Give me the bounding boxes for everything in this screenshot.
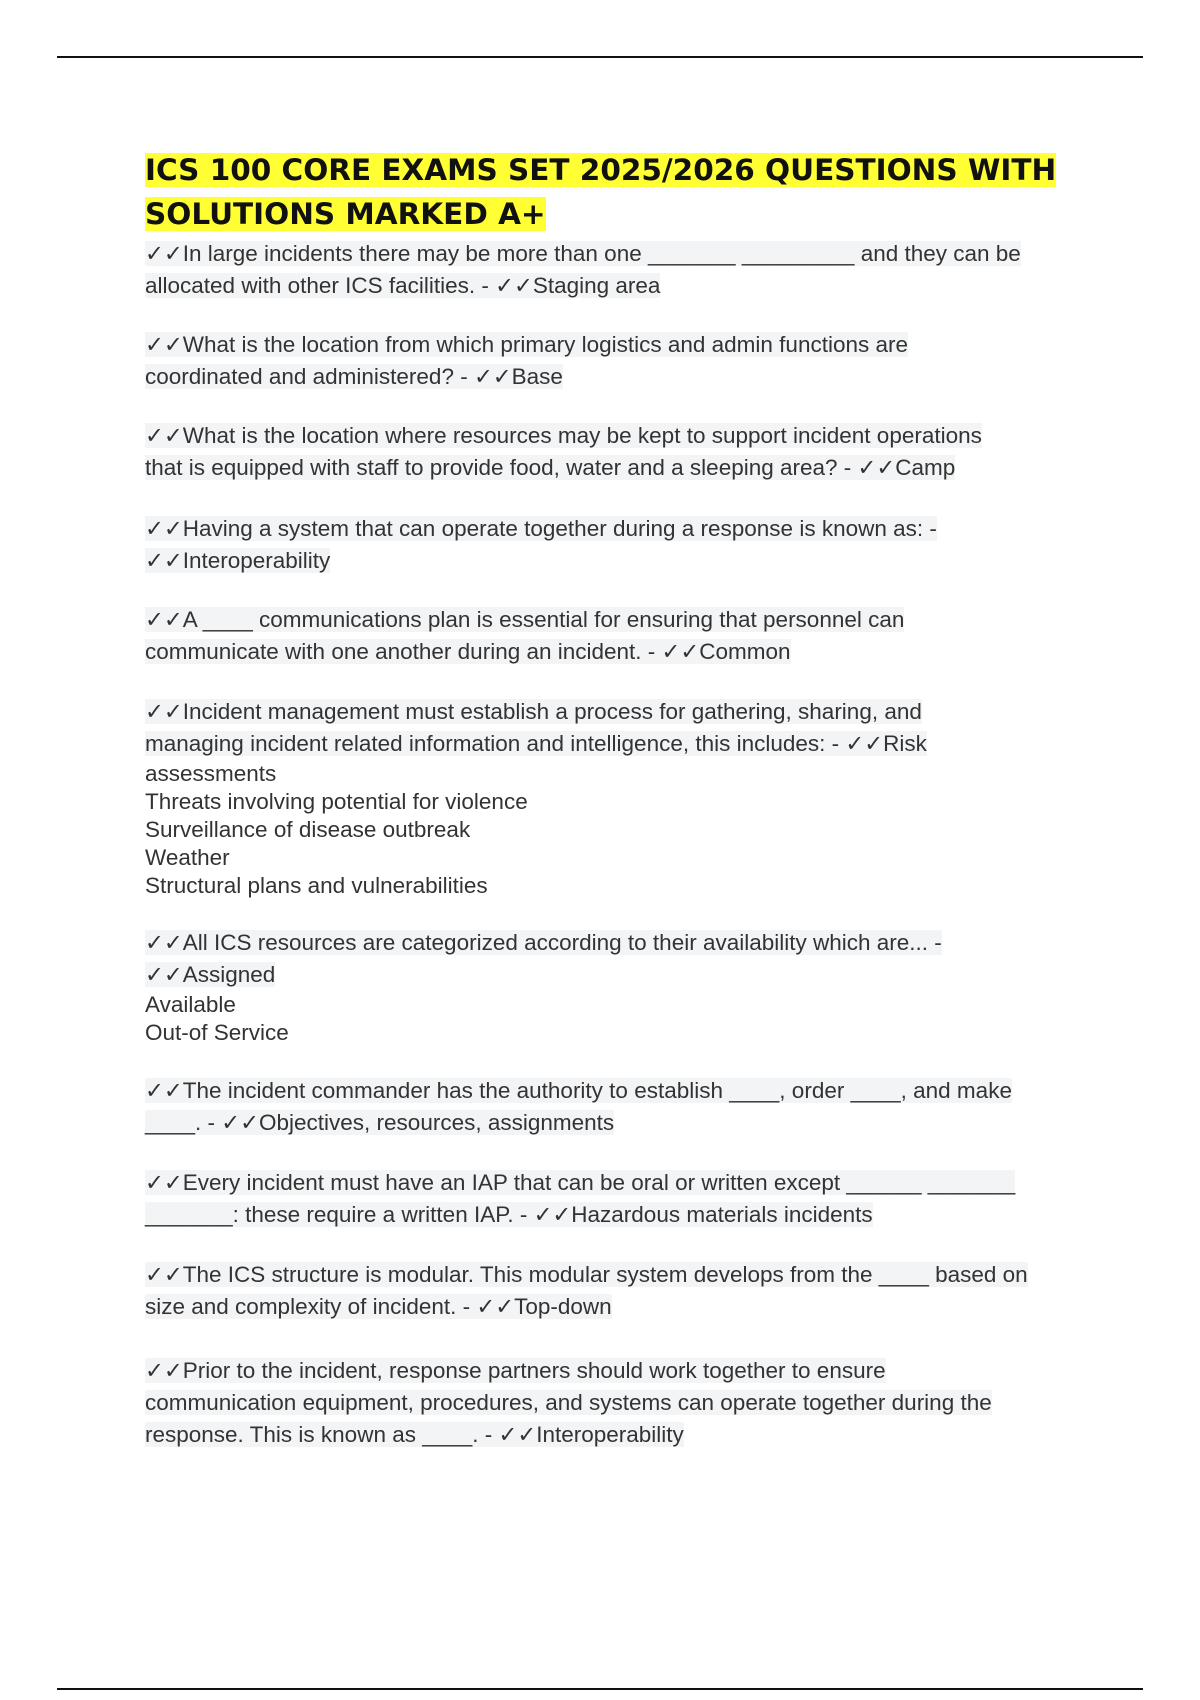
qa-answer-line: Weather	[145, 845, 230, 870]
qa-line: ✓✓What is the location where resources may be kept to support incident operations	[145, 423, 982, 448]
qa-line: ✓✓Every incident must have an IAP that can be oral or written except ______ _______	[145, 1170, 1016, 1195]
qa-item	[145, 1167, 1015, 1231]
qa-item	[145, 927, 942, 1047]
qa-line: coordinated and administered? - ✓✓Base	[145, 364, 563, 389]
qa-line: ✓✓Incident management must establish a process for gathering, sharing, and	[145, 699, 922, 724]
document-body	[145, 148, 1095, 1447]
qa-line: communicate with one another during an incident. - ✓✓Common	[145, 639, 791, 664]
qa-answer-line: Structural plans and vulnerabilities	[145, 873, 488, 898]
qa-item	[145, 604, 904, 668]
qa-line: communication equipment, procedures, and systems can operate together during the	[145, 1390, 992, 1415]
qa-line: ✓✓Interoperability	[145, 548, 331, 573]
qa-line: ✓✓The ICS structure is modular. This modular system develops from the ____ based on	[145, 1262, 1028, 1287]
qa-line: that is equipped with staff to provide food, water and a sleeping area? - ✓✓Camp	[145, 455, 956, 480]
qa-answer-line: Available	[145, 992, 236, 1017]
document-title	[145, 148, 1095, 236]
qa-line: ____. - ✓✓Objectives, resources, assignments	[145, 1110, 615, 1135]
qa-line: ✓✓Assigned	[145, 962, 276, 987]
qa-line: ✓✓All ICS resources are categorized according to their availability which are... -	[145, 930, 942, 955]
title-line-1: ICS 100 CORE EXAMS SET 2025/2026 QUESTIONS WITH	[145, 153, 1057, 187]
qa-item	[145, 1355, 992, 1451]
qa-item	[145, 1259, 1028, 1323]
qa-answer-line: Surveillance of disease outbreak	[145, 817, 471, 842]
qa-answer-line: Threats involving potential for violence	[145, 789, 528, 814]
footer-rule	[57, 1688, 1143, 1690]
qa-line: allocated with other ICS facilities. - ✓✓Staging area	[145, 273, 661, 298]
qa-line: ✓✓Having a system that can operate together during a response is known as: -	[145, 516, 937, 541]
qa-line: ✓✓A ____ communications plan is essential for ensuring that personnel can	[145, 607, 905, 632]
qa-line: ✓✓In large incidents there may be more than one _______ _________ and they can be	[145, 241, 1021, 266]
qa-item	[145, 696, 927, 900]
qa-line: managing incident related information and intelligence, this includes: - ✓✓Risk	[145, 731, 927, 756]
qa-line: _______: these require a written IAP. - ✓✓Hazardous materials incidents	[145, 1202, 873, 1227]
qa-line: response. This is known as ____. - ✓✓Interoperability	[145, 1422, 684, 1447]
title-line-2: SOLUTIONS MARKED A+	[145, 197, 546, 231]
qa-item	[145, 420, 982, 484]
qa-answer-line: Out-of Service	[145, 1020, 289, 1045]
qa-item	[145, 238, 1021, 302]
qa-line: ✓✓What is the location from which primary logistics and admin functions are	[145, 332, 909, 357]
header-rule	[57, 56, 1143, 58]
qa-item	[145, 513, 937, 577]
qa-line: ✓✓The incident commander has the authority to establish ____, order ____, and make	[145, 1078, 1012, 1103]
qa-item	[145, 329, 908, 393]
qa-item	[145, 1075, 1012, 1139]
qa-line: size and complexity of incident. - ✓✓Top-down	[145, 1294, 612, 1319]
qa-line: ✓✓Prior to the incident, response partners should work together to ensure	[145, 1358, 886, 1383]
qa-answer-line: assessments	[145, 761, 277, 786]
